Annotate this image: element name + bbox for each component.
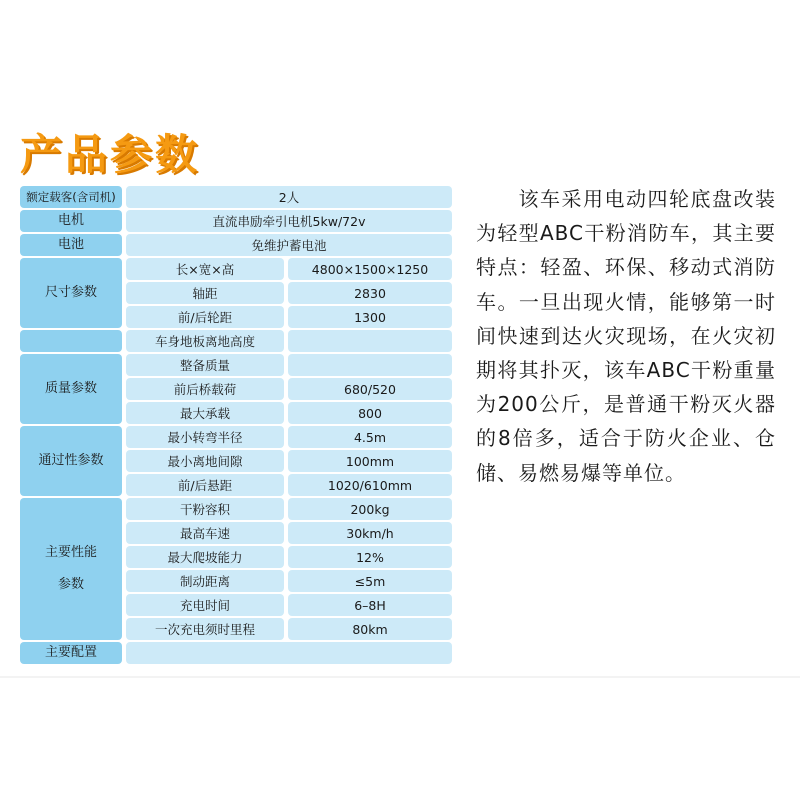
param-name: 整备质量 bbox=[126, 354, 284, 376]
group-mass bbox=[20, 354, 452, 424]
group-label-line1: 主要性能 bbox=[44, 545, 97, 560]
table-row bbox=[126, 570, 452, 592]
param-value: 2830 bbox=[288, 282, 452, 304]
row-label: 电池 bbox=[20, 234, 122, 256]
table-row bbox=[126, 450, 452, 472]
table-row bbox=[126, 378, 452, 400]
param-value: ≤5m bbox=[288, 570, 452, 592]
param-name: 前/后轮距 bbox=[126, 306, 284, 328]
param-name: 最高车速 bbox=[126, 522, 284, 544]
param-name: 制动距离 bbox=[126, 570, 284, 592]
table-row bbox=[126, 546, 452, 568]
group-passability bbox=[20, 426, 452, 496]
table-row bbox=[126, 330, 452, 352]
param-name: 长×宽×高 bbox=[126, 258, 284, 280]
table-row bbox=[126, 474, 452, 496]
description-text: 该车采用电动四轮底盘改装为轻型ABC干粉消防车，其主要特点：轻盈、环保、移动式消防车。一旦出现火情，能够第一时间快速到达火灾现场，在火灾初期将其扑灭，该车ABC干粉重量为200公斤，是普通干粉灭火器的8倍多，适合于防火企业、仓储、易燃易爆等单位。 bbox=[476, 187, 776, 485]
page-title: 产品参数 bbox=[20, 130, 201, 179]
row-label: 电机 bbox=[20, 210, 122, 232]
table-row bbox=[126, 522, 452, 544]
group-label-line2: 参数 bbox=[57, 577, 84, 592]
param-value: 1020/610mm bbox=[288, 474, 452, 496]
param-value: 6–8H bbox=[288, 594, 452, 616]
row-battery bbox=[20, 234, 452, 256]
group-label-empty bbox=[20, 330, 122, 352]
param-value: 1300 bbox=[288, 306, 452, 328]
param-value bbox=[288, 330, 452, 352]
param-value: 100mm bbox=[288, 450, 452, 472]
param-value: 12% bbox=[288, 546, 452, 568]
param-name: 最大承载 bbox=[126, 402, 284, 424]
param-value: 4800×1500×1250 bbox=[288, 258, 452, 280]
param-value: 200kg bbox=[288, 498, 452, 520]
group-label: 尺寸参数 bbox=[20, 258, 122, 328]
table-row bbox=[126, 354, 452, 376]
row-config bbox=[20, 642, 452, 664]
row-label: 额定载客(含司机) bbox=[20, 186, 122, 208]
row-value: 直流串励牵引电机5kw/72v bbox=[126, 210, 452, 232]
row-value: 免维护蓄电池 bbox=[126, 234, 452, 256]
row-label: 主要配置 bbox=[20, 642, 122, 664]
group-size bbox=[20, 258, 452, 328]
param-name: 充电时间 bbox=[126, 594, 284, 616]
param-value: 4.5m bbox=[288, 426, 452, 448]
product-description bbox=[476, 182, 776, 490]
group-performance bbox=[20, 498, 452, 640]
param-value: 30km/h bbox=[288, 522, 452, 544]
param-value: 800 bbox=[288, 402, 452, 424]
row-floor-height bbox=[20, 330, 452, 352]
row-value bbox=[126, 642, 452, 664]
table-row bbox=[126, 618, 452, 640]
param-name: 轴距 bbox=[126, 282, 284, 304]
param-name: 一次充电须时里程 bbox=[126, 618, 284, 640]
param-value: 680/520 bbox=[288, 378, 452, 400]
table-row bbox=[126, 282, 452, 304]
param-value bbox=[288, 354, 452, 376]
param-value: 80km bbox=[288, 618, 452, 640]
group-label: 通过性参数 bbox=[20, 426, 122, 496]
row-passengers bbox=[20, 186, 452, 208]
divider bbox=[0, 676, 800, 678]
row-value: 2人 bbox=[126, 186, 452, 208]
param-name: 干粉容积 bbox=[126, 498, 284, 520]
table-row bbox=[126, 402, 452, 424]
param-name: 最小转弯半径 bbox=[126, 426, 284, 448]
param-name: 前后桥载荷 bbox=[126, 378, 284, 400]
param-name: 车身地板离地高度 bbox=[126, 330, 284, 352]
table-row bbox=[126, 498, 452, 520]
group-label bbox=[20, 498, 122, 640]
spec-table bbox=[20, 186, 452, 666]
table-row bbox=[126, 594, 452, 616]
param-name: 前/后悬距 bbox=[126, 474, 284, 496]
table-row bbox=[126, 426, 452, 448]
param-name: 最大爬坡能力 bbox=[126, 546, 284, 568]
row-motor bbox=[20, 210, 452, 232]
table-row bbox=[126, 306, 452, 328]
table-row bbox=[126, 258, 452, 280]
param-name: 最小离地间隙 bbox=[126, 450, 284, 472]
group-label: 质量参数 bbox=[20, 354, 122, 424]
